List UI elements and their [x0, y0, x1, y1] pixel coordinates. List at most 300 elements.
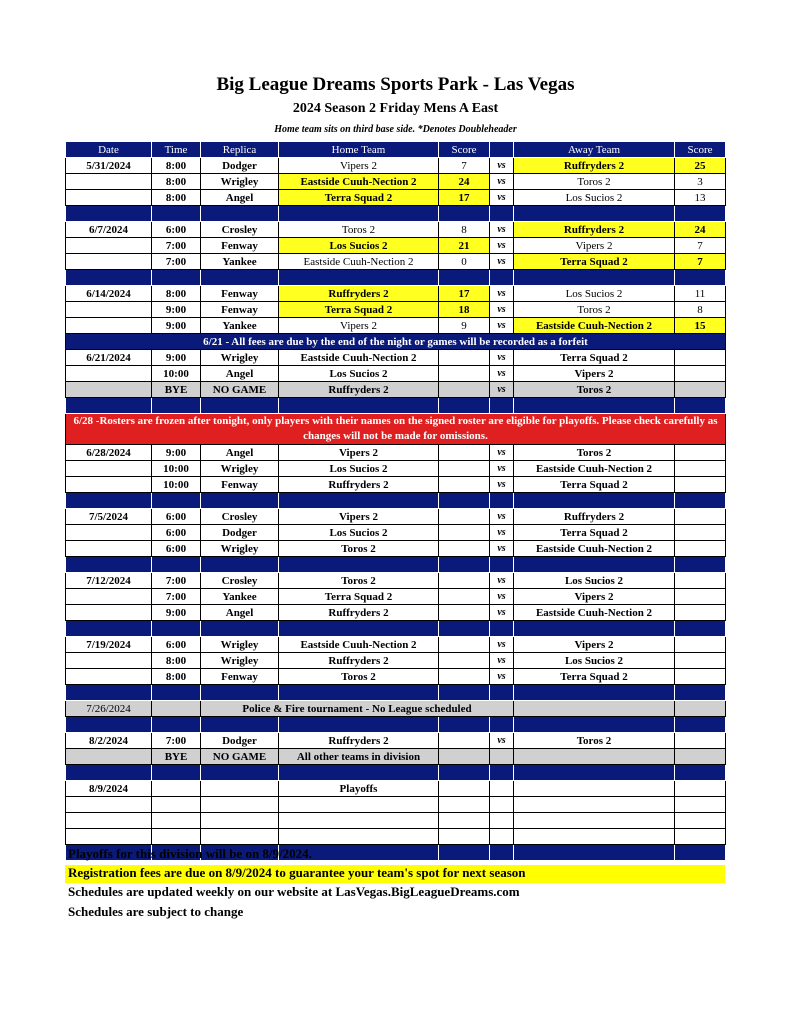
- replica-cell: Dodger: [201, 158, 279, 174]
- home-score-cell: 17: [439, 190, 490, 206]
- away-score-cell: [675, 669, 726, 685]
- separator-cell: [201, 270, 279, 286]
- separator-cell: [490, 270, 514, 286]
- home-score-cell: 24: [439, 174, 490, 190]
- vs-cell: vs: [490, 653, 514, 669]
- table-row: [66, 525, 726, 541]
- separator-cell: [152, 206, 201, 222]
- away-score-cell: [675, 366, 726, 382]
- home-team-cell: Los Sucios 2: [279, 461, 439, 477]
- time-cell: 6:00: [152, 541, 201, 557]
- table-row: [66, 382, 726, 398]
- home-score-cell: [439, 366, 490, 382]
- home-team-cell: Vipers 2: [279, 509, 439, 525]
- home-team-cell: Toros 2: [279, 573, 439, 589]
- date-cell: 6/21/2024: [66, 350, 152, 366]
- table-row: [66, 749, 726, 765]
- time-cell: 8:00: [152, 286, 201, 302]
- separator-cell: [439, 206, 490, 222]
- date-cell: 7/5/2024: [66, 509, 152, 525]
- separator-row: [66, 493, 726, 509]
- home-team-cell: Eastside Cuuh-Nection 2: [279, 637, 439, 653]
- table-row: [66, 302, 726, 318]
- away-team-cell: Los Sucios 2: [514, 286, 675, 302]
- table-row: [66, 653, 726, 669]
- away-team-cell: Terra Squad 2: [514, 350, 675, 366]
- vs-cell: [490, 829, 514, 845]
- home-team-cell: Eastside Cuuh-Nection 2: [279, 174, 439, 190]
- away-score-cell: [675, 589, 726, 605]
- footer-registration: Registration fees are due on 8/9/2024 to guarantee your team's spot for next season: [65, 865, 725, 883]
- date-cell: [66, 829, 152, 845]
- home-score-cell: [439, 749, 490, 765]
- home-score-cell: 8: [439, 222, 490, 238]
- home-score-cell: [439, 653, 490, 669]
- home-team-cell: All other teams in division: [279, 749, 439, 765]
- separator-cell: [201, 765, 279, 781]
- vs-cell: vs: [490, 733, 514, 749]
- header-row: [66, 142, 726, 158]
- col-away-team: Away Team: [514, 142, 675, 158]
- home-score-cell: [439, 350, 490, 366]
- table-row: [66, 174, 726, 190]
- separator-cell: [279, 621, 439, 637]
- table-row: [66, 254, 726, 270]
- away-team-cell: [514, 797, 675, 813]
- time-cell: 8:00: [152, 653, 201, 669]
- separator-cell: [675, 765, 726, 781]
- home-score-cell: [439, 509, 490, 525]
- home-score-cell: 7: [439, 158, 490, 174]
- time-cell: 9:00: [152, 318, 201, 334]
- away-score-cell: [675, 813, 726, 829]
- date-cell: 6/28/2024: [66, 445, 152, 461]
- date-cell: [66, 254, 152, 270]
- home-team-cell: Vipers 2: [279, 158, 439, 174]
- separator-cell: [514, 206, 675, 222]
- away-team-cell: Toros 2: [514, 382, 675, 398]
- home-score-cell: [439, 797, 490, 813]
- away-team-cell: [514, 749, 675, 765]
- away-team-cell: Toros 2: [514, 733, 675, 749]
- time-cell: 9:00: [152, 350, 201, 366]
- home-score-cell: 21: [439, 238, 490, 254]
- away-team-cell: Terra Squad 2: [514, 525, 675, 541]
- date-cell: 5/31/2024: [66, 158, 152, 174]
- separator-row: [66, 398, 726, 414]
- date-cell: [66, 318, 152, 334]
- away-score-cell: [675, 797, 726, 813]
- time-cell: 6:00: [152, 637, 201, 653]
- replica-cell: Angel: [201, 445, 279, 461]
- time-cell: 8:00: [152, 190, 201, 206]
- separator-cell: [201, 398, 279, 414]
- home-team-cell: Los Sucios 2: [279, 366, 439, 382]
- home-team-cell: Los Sucios 2: [279, 238, 439, 254]
- replica-cell: Crosley: [201, 509, 279, 525]
- away-team-cell: Terra Squad 2: [514, 254, 675, 270]
- away-team-cell: Ruffryders 2: [514, 222, 675, 238]
- vs-cell: vs: [490, 238, 514, 254]
- time-cell: [152, 829, 201, 845]
- separator-cell: [439, 557, 490, 573]
- away-team-cell: Eastside Cuuh-Nection 2: [514, 541, 675, 557]
- home-team-cell: [279, 797, 439, 813]
- col-time: Time: [152, 142, 201, 158]
- separator-row: [66, 206, 726, 222]
- separator-cell: [439, 845, 490, 861]
- time-cell: 7:00: [152, 238, 201, 254]
- away-score-cell: 25: [675, 158, 726, 174]
- date-cell: [66, 797, 152, 813]
- away-team-cell: [514, 829, 675, 845]
- event-text: Police & Fire tournament - No League scheduled: [201, 701, 514, 717]
- replica-cell: Angel: [201, 605, 279, 621]
- away-score-cell: 8: [675, 302, 726, 318]
- date-cell: [66, 366, 152, 382]
- separator-cell: [514, 270, 675, 286]
- replica-cell: Wrigley: [201, 350, 279, 366]
- date-cell: [66, 813, 152, 829]
- replica-cell: Angel: [201, 366, 279, 382]
- away-team-cell: Los Sucios 2: [514, 573, 675, 589]
- separator-cell: [439, 621, 490, 637]
- away-team-cell: Terra Squad 2: [514, 477, 675, 493]
- table-row: [66, 573, 726, 589]
- away-team-cell: Vipers 2: [514, 637, 675, 653]
- col-home-team: Home Team: [279, 142, 439, 158]
- replica-cell: Wrigley: [201, 461, 279, 477]
- vs-cell: [490, 749, 514, 765]
- separator-row: [66, 765, 726, 781]
- vs-cell: vs: [490, 254, 514, 270]
- separator-cell: [152, 398, 201, 414]
- separator-cell: [66, 717, 152, 733]
- time-cell: [152, 813, 201, 829]
- table-row: [66, 541, 726, 557]
- separator-cell: [279, 765, 439, 781]
- home-score-cell: [439, 525, 490, 541]
- vs-cell: vs: [490, 174, 514, 190]
- vs-cell: vs: [490, 573, 514, 589]
- date-cell: 6/14/2024: [66, 286, 152, 302]
- away-score-cell: 15: [675, 318, 726, 334]
- replica-cell: Crosley: [201, 573, 279, 589]
- home-team-cell: Ruffryders 2: [279, 605, 439, 621]
- away-score-cell: [675, 605, 726, 621]
- vs-cell: vs: [490, 637, 514, 653]
- separator-cell: [490, 206, 514, 222]
- date-cell: [66, 190, 152, 206]
- home-score-cell: [439, 637, 490, 653]
- time-cell: 10:00: [152, 477, 201, 493]
- vs-cell: vs: [490, 190, 514, 206]
- separator-cell: [490, 557, 514, 573]
- away-team-cell: Vipers 2: [514, 238, 675, 254]
- replica-cell: Angel: [201, 190, 279, 206]
- replica-cell: Yankee: [201, 589, 279, 605]
- away-score-cell: [675, 781, 726, 797]
- home-team-cell: Terra Squad 2: [279, 589, 439, 605]
- home-team-cell: [279, 813, 439, 829]
- separator-cell: [514, 621, 675, 637]
- home-score-cell: 17: [439, 286, 490, 302]
- date-cell: [66, 605, 152, 621]
- separator-cell: [201, 621, 279, 637]
- separator-cell: [675, 621, 726, 637]
- notice-row: [66, 334, 726, 350]
- time-cell: [152, 701, 201, 717]
- vs-cell: vs: [490, 461, 514, 477]
- time-cell: 9:00: [152, 605, 201, 621]
- separator-cell: [279, 557, 439, 573]
- separator-cell: [152, 765, 201, 781]
- home-score-cell: [439, 733, 490, 749]
- vs-cell: [490, 781, 514, 797]
- away-score-cell: 7: [675, 254, 726, 270]
- vs-cell: vs: [490, 605, 514, 621]
- home-score-cell: [439, 477, 490, 493]
- away-score-cell: [675, 573, 726, 589]
- separator-cell: [439, 493, 490, 509]
- separator-cell: [201, 685, 279, 701]
- away-team-cell: Los Sucios 2: [514, 653, 675, 669]
- vs-cell: vs: [490, 318, 514, 334]
- separator-cell: [490, 398, 514, 414]
- separator-cell: [66, 270, 152, 286]
- vs-cell: vs: [490, 541, 514, 557]
- replica-cell: NO GAME: [201, 749, 279, 765]
- home-score-cell: [439, 589, 490, 605]
- away-score-cell: [675, 637, 726, 653]
- separator-cell: [152, 717, 201, 733]
- away-score-cell: 24: [675, 222, 726, 238]
- table-row: [66, 669, 726, 685]
- separator-cell: [201, 206, 279, 222]
- away-team-cell: [514, 813, 675, 829]
- time-cell: [152, 781, 201, 797]
- date-cell: 8/2/2024: [66, 733, 152, 749]
- away-team-cell: Los Sucios 2: [514, 190, 675, 206]
- page-title: Big League Dreams Sports Park - Las Vegas: [216, 74, 575, 95]
- separator-cell: [66, 557, 152, 573]
- replica-cell: NO GAME: [201, 382, 279, 398]
- replica-cell: Yankee: [201, 318, 279, 334]
- time-cell: 10:00: [152, 366, 201, 382]
- vs-cell: vs: [490, 366, 514, 382]
- vs-cell: vs: [490, 509, 514, 525]
- separator-cell: [490, 765, 514, 781]
- time-cell: 8:00: [152, 669, 201, 685]
- away-team-cell: Terra Squad 2: [514, 669, 675, 685]
- date-cell: 7/12/2024: [66, 573, 152, 589]
- separator-cell: [514, 493, 675, 509]
- away-team-cell: Toros 2: [514, 174, 675, 190]
- vs-cell: vs: [490, 350, 514, 366]
- date-cell: 8/9/2024: [66, 781, 152, 797]
- alert-text: 6/28 -Rosters are frozen after tonight, only players with their names on the signed roster are eligible for playoffs. Please check carefully as changes will not be made for omissions.: [66, 414, 726, 445]
- away-score-cell: 7: [675, 238, 726, 254]
- home-team-cell: Eastside Cuuh-Nection 2: [279, 254, 439, 270]
- separator-row: [66, 557, 726, 573]
- separator-cell: [490, 845, 514, 861]
- table-row: [66, 509, 726, 525]
- separator-cell: [279, 493, 439, 509]
- col-home-score: Score: [439, 142, 490, 158]
- home-score-cell: 0: [439, 254, 490, 270]
- separator-cell: [66, 493, 152, 509]
- away-team-cell: Ruffryders 2: [514, 509, 675, 525]
- replica-cell: [201, 781, 279, 797]
- home-team-cell: Terra Squad 2: [279, 190, 439, 206]
- away-team-cell: Eastside Cuuh-Nection 2: [514, 461, 675, 477]
- table-row: [66, 366, 726, 382]
- separator-cell: [66, 398, 152, 414]
- away-score-cell: 13: [675, 190, 726, 206]
- separator-cell: [201, 493, 279, 509]
- time-cell: [152, 797, 201, 813]
- away-team-cell: Eastside Cuuh-Nection 2: [514, 605, 675, 621]
- separator-cell: [490, 717, 514, 733]
- time-cell: 6:00: [152, 525, 201, 541]
- date-cell: 7/26/2024: [66, 701, 152, 717]
- away-team-cell: Vipers 2: [514, 589, 675, 605]
- table-row: [66, 781, 726, 797]
- away-score-cell: [675, 350, 726, 366]
- replica-cell: Fenway: [201, 302, 279, 318]
- away-score-cell: 3: [675, 174, 726, 190]
- separator-row: [66, 270, 726, 286]
- vs-cell: vs: [490, 525, 514, 541]
- table-row: [66, 589, 726, 605]
- replica-cell: Wrigley: [201, 653, 279, 669]
- footer-playoffs: Playoffs for this division will be on 8/9/2024.: [68, 846, 312, 861]
- date-cell: 7/19/2024: [66, 637, 152, 653]
- table-row: [66, 797, 726, 813]
- away-score-cell: [675, 445, 726, 461]
- time-cell: 8:00: [152, 174, 201, 190]
- replica-cell: Wrigley: [201, 541, 279, 557]
- separator-cell: [152, 557, 201, 573]
- home-team-cell: Toros 2: [279, 222, 439, 238]
- separator-cell: [152, 621, 201, 637]
- home-score-cell: [439, 445, 490, 461]
- time-cell: BYE: [152, 382, 201, 398]
- away-team-cell: [514, 701, 675, 717]
- replica-cell: [201, 797, 279, 813]
- home-score-cell: [439, 829, 490, 845]
- separator-row: [66, 621, 726, 637]
- table-row: [66, 461, 726, 477]
- home-score-cell: [439, 669, 490, 685]
- replica-cell: [201, 813, 279, 829]
- time-cell: 9:00: [152, 302, 201, 318]
- home-score-cell: [439, 461, 490, 477]
- table-row: [66, 733, 726, 749]
- replica-cell: Dodger: [201, 733, 279, 749]
- home-team-cell: Vipers 2: [279, 445, 439, 461]
- separator-row: [66, 685, 726, 701]
- time-cell: 8:00: [152, 158, 201, 174]
- vs-cell: vs: [490, 286, 514, 302]
- separator-cell: [152, 493, 201, 509]
- replica-cell: Fenway: [201, 477, 279, 493]
- home-score-cell: [439, 382, 490, 398]
- home-score-cell: [439, 605, 490, 621]
- date-cell: [66, 589, 152, 605]
- vs-cell: vs: [490, 589, 514, 605]
- replica-cell: Crosley: [201, 222, 279, 238]
- time-cell: 6:00: [152, 222, 201, 238]
- date-cell: [66, 461, 152, 477]
- table-row: [66, 350, 726, 366]
- col-date: Date: [66, 142, 152, 158]
- separator-row: [66, 717, 726, 733]
- replica-cell: Wrigley: [201, 637, 279, 653]
- separator-cell: [439, 717, 490, 733]
- away-score-cell: [675, 829, 726, 845]
- separator-cell: [675, 557, 726, 573]
- separator-cell: [675, 398, 726, 414]
- time-cell: 7:00: [152, 589, 201, 605]
- date-cell: [66, 669, 152, 685]
- home-score-cell: [439, 781, 490, 797]
- away-score-cell: [675, 701, 726, 717]
- away-score-cell: 11: [675, 286, 726, 302]
- separator-cell: [152, 270, 201, 286]
- away-score-cell: [675, 749, 726, 765]
- separator-cell: [514, 845, 675, 861]
- vs-cell: vs: [490, 477, 514, 493]
- home-score-cell: 9: [439, 318, 490, 334]
- home-team-cell: Ruffryders 2: [279, 653, 439, 669]
- table-row: [66, 813, 726, 829]
- time-cell: 9:00: [152, 445, 201, 461]
- home-team-cell: Ruffryders 2: [279, 733, 439, 749]
- page-subtitle: 2024 Season 2 Friday Mens A East: [292, 101, 499, 116]
- vs-cell: vs: [490, 445, 514, 461]
- away-team-cell: Eastside Cuuh-Nection 2: [514, 318, 675, 334]
- separator-cell: [66, 765, 152, 781]
- separator-cell: [490, 493, 514, 509]
- away-score-cell: [675, 509, 726, 525]
- separator-cell: [675, 845, 726, 861]
- vs-cell: vs: [490, 302, 514, 318]
- vs-cell: [490, 797, 514, 813]
- table-row: [66, 158, 726, 174]
- table-row: [66, 222, 726, 238]
- separator-cell: [66, 621, 152, 637]
- footer-website: Schedules are updated weekly on our website at LasVegas.BigLeagueDreams.com: [68, 884, 520, 899]
- alert-row: [66, 414, 726, 445]
- table-row: [66, 605, 726, 621]
- time-cell: 7:00: [152, 254, 201, 270]
- schedule-body: [66, 158, 726, 861]
- separator-cell: [490, 685, 514, 701]
- table-row: [66, 829, 726, 845]
- vs-cell: vs: [490, 669, 514, 685]
- separator-cell: [675, 685, 726, 701]
- separator-cell: [66, 685, 152, 701]
- table-row: [66, 190, 726, 206]
- home-score-cell: [439, 813, 490, 829]
- replica-cell: Fenway: [201, 238, 279, 254]
- separator-cell: [514, 717, 675, 733]
- home-score-cell: 18: [439, 302, 490, 318]
- time-cell: 10:00: [152, 461, 201, 477]
- vs-cell: vs: [490, 382, 514, 398]
- away-team-cell: Toros 2: [514, 445, 675, 461]
